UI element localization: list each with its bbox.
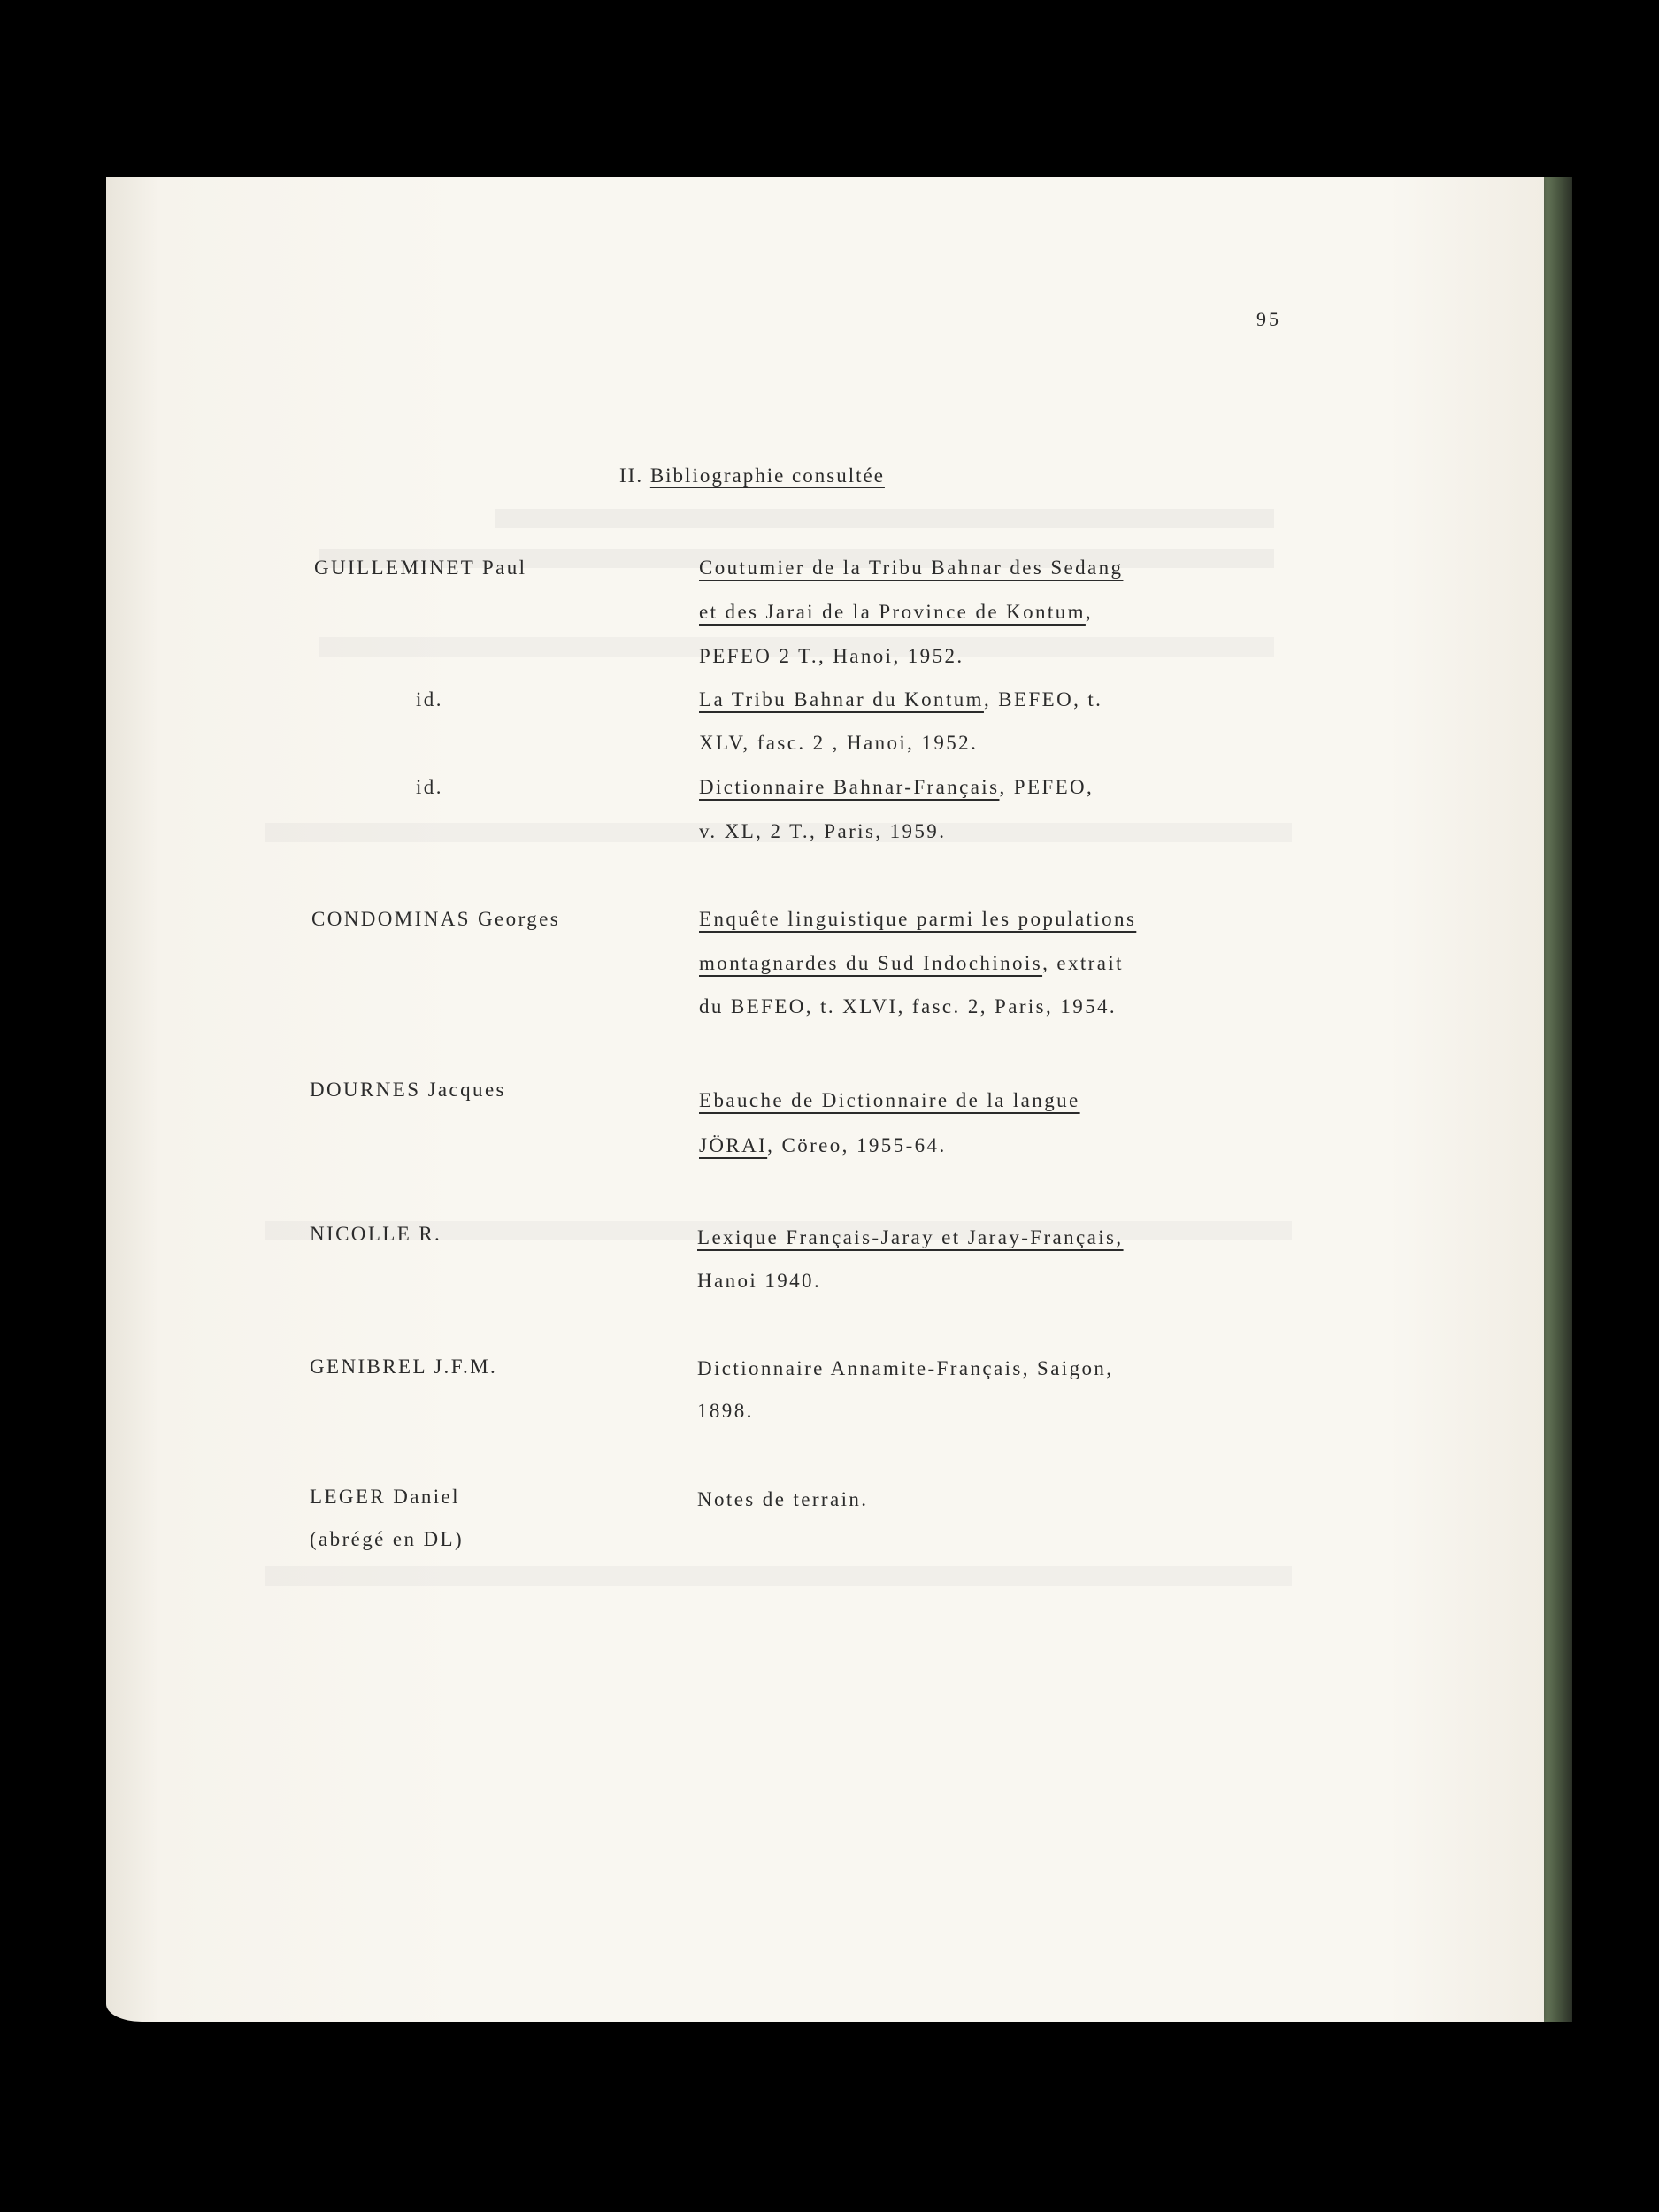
show-through-bleed: [495, 509, 1274, 528]
ref-line: Dictionnaire Annamite-Français, Saigon,: [697, 1357, 1114, 1379]
ref-line: [699, 687, 1102, 713]
author-genibrel: GENIBREL J.F.M.: [310, 1356, 498, 1378]
ref-title-part: Dictionnaire Bahnar-Français: [699, 776, 1000, 798]
ref-line: XLV, fasc. 2 , Hanoi, 1952.: [699, 732, 979, 754]
section-heading: [619, 465, 885, 488]
author-leger: LEGER Daniel: [310, 1486, 460, 1508]
ref-title-part: montagnardes du Sud Indochinois: [699, 952, 1043, 974]
section-title: Bibliographie consultée: [649, 465, 885, 487]
author-dournes: DOURNES Jacques: [310, 1079, 506, 1101]
ref-title-part: et des Jarai de la Province de Kontum: [699, 601, 1086, 623]
ref-punct: ,: [1085, 601, 1094, 623]
show-through-bleed: [265, 1566, 1292, 1586]
ref-rest: , extrait: [1042, 952, 1124, 974]
ref-line: du BEFEO, t. XLVI, fasc. 2, Paris, 1954.: [699, 995, 1118, 1018]
ref-line: Notes de terrain.: [697, 1488, 869, 1510]
ref-title-line: Coutumier de la Tribu Bahnar des Sedang: [699, 557, 1124, 579]
ref-line: [699, 1133, 947, 1159]
author-condominas: CONDOMINAS Georges: [311, 908, 561, 930]
ref-title-line: Ebauche de Dictionnaire de la langue: [699, 1089, 1080, 1111]
author-note: (abrégé en DL): [310, 1528, 465, 1550]
ref-rest: , BEFEO, t.: [983, 688, 1103, 710]
id-marker: id.: [416, 776, 443, 798]
ref-line: PEFEO 2 T., Hanoi, 1952.: [699, 645, 964, 667]
ref-title-line: Lexique Français-Jaray et Jaray-Français,: [697, 1226, 1124, 1248]
author-nicolle: NICOLLE R.: [310, 1223, 442, 1245]
section-number: II.: [619, 465, 644, 487]
ref-line: v. XL, 2 T., Paris, 1959.: [699, 820, 947, 842]
author-guilleminet: GUILLEMINET Paul: [314, 557, 527, 579]
ref-title-line: Enquête linguistique parmi les populations: [699, 908, 1137, 930]
ref-line: [699, 950, 1124, 977]
id-marker: id.: [416, 688, 443, 710]
ref-line: [699, 599, 1093, 626]
ref-rest: , PEFEO,: [999, 776, 1094, 798]
ref-line: 1898.: [697, 1400, 754, 1422]
page-number: 95: [1256, 308, 1281, 330]
ref-line: Hanoi 1940.: [697, 1270, 822, 1292]
ref-line: [699, 774, 1094, 801]
ref-rest: , Cöreo, 1955-64.: [767, 1134, 947, 1156]
ref-title-part: La Tribu Bahnar du Kontum: [699, 688, 984, 710]
ref-title-part: JÖRAI: [699, 1134, 768, 1156]
